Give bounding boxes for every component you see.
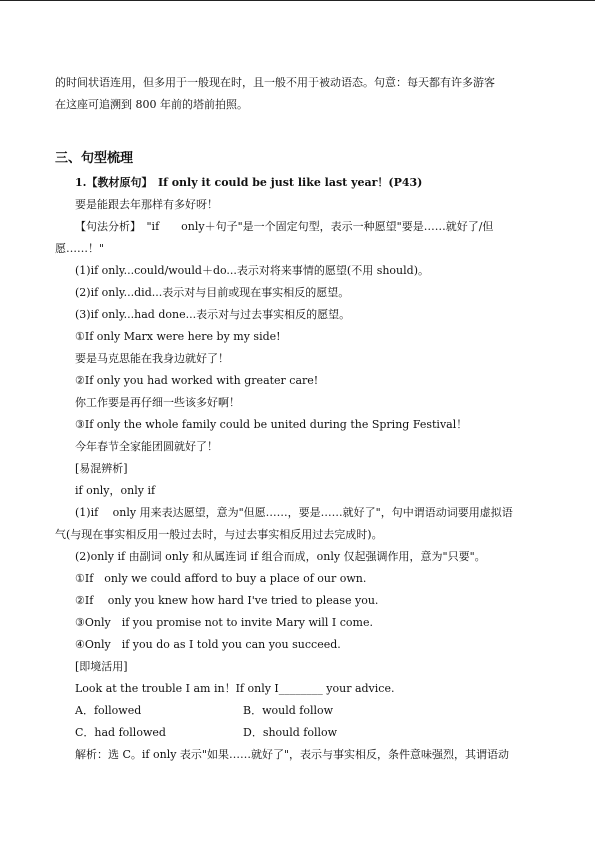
textbook-sentence-heading: 1.【教材原句】 If only it could be just like last year！(P43) <box>75 176 423 189</box>
page-top-rule <box>0 0 595 1</box>
example-sentence: ④Only if you do as I told you can you succeed. <box>75 638 341 651</box>
practice-question: Look at the trouble I am in！If only I________ your advice. <box>75 682 395 695</box>
confusion-explanation: (1)if only 用来表达愿望，意为"但愿……，要是……就好了"，句中谓语动词要用虚拟语 <box>75 506 513 519</box>
confusion-terms: if only，only if <box>75 484 156 497</box>
confusion-explanation-continued: 气(与现在事实相反用一般过去时，与过去事实相反用过去完成时)。 <box>55 528 383 541</box>
practice-label: [即境活用] <box>75 660 128 673</box>
option-b: B．would follow <box>243 704 334 717</box>
example-translation: 今年春节全家能团圆就好了！ <box>75 440 218 453</box>
example-sentence: ②If only you knew how hard I've tried to please you. <box>75 594 379 607</box>
confusion-label: [易混辨析] <box>75 462 128 475</box>
example-sentence: ③Only if you promise not to invite Mary will I come. <box>75 616 373 629</box>
example-sentence: ②If only you had worked with greater care! <box>75 374 319 387</box>
example-sentence: ①If only we could afford to buy a place of our own. <box>75 572 367 585</box>
answer-options-row <box>55 700 550 722</box>
option-c: C．had followed <box>75 726 166 739</box>
example-translation: 要是马克思能在我身边就好了！ <box>75 352 229 365</box>
option-d: D．should follow <box>243 726 338 739</box>
option-a: A．followed <box>75 704 142 717</box>
usage-rule: (1)if only...could/would＋do...表示对将来事情的愿望(不用 should)。 <box>75 264 429 277</box>
intro-line: 在这座可追溯到 800 年前的塔前拍照。 <box>55 98 248 111</box>
sentence-translation: 要是能跟去年那样有多好呀！ <box>75 198 218 211</box>
usage-rule: (2)if only...did...表示对与目前或现在事实相反的愿望。 <box>75 286 350 299</box>
example-translation: 你工作要是再仔细一些该多好啊！ <box>75 396 240 409</box>
confusion-explanation: (2)only if 由副词 only 和从属连词 if 组合而成，only 仅起强调作用，意为"只要"。 <box>75 550 486 563</box>
usage-rule: (3)if only...had done...表示对与过去事实相反的愿望。 <box>75 308 351 321</box>
document-page <box>55 72 550 766</box>
answer-explanation: 解析：选 C。if only 表示"如果……就好了"，表示与事实相反，条件意味强烈，其谓语动 <box>75 748 510 761</box>
example-sentence: ①If only Marx were here by my side! <box>75 330 281 343</box>
syntax-analysis: 【句法分析】 "if only＋句子"是一个固定句型，表示一种愿望"要是……就好了/但 <box>75 220 494 233</box>
section-title: 三、句型梳理 <box>55 151 134 166</box>
intro-line: 的时间状语连用，但多用于一般现在时，且一般不用于被动语态。句意：每天都有许多游客 <box>55 76 495 89</box>
syntax-analysis-continued: 愿……！" <box>55 242 105 255</box>
answer-options-row <box>55 722 550 744</box>
example-sentence: ③If only the whole family could be united during the Spring Festival！ <box>75 418 468 431</box>
